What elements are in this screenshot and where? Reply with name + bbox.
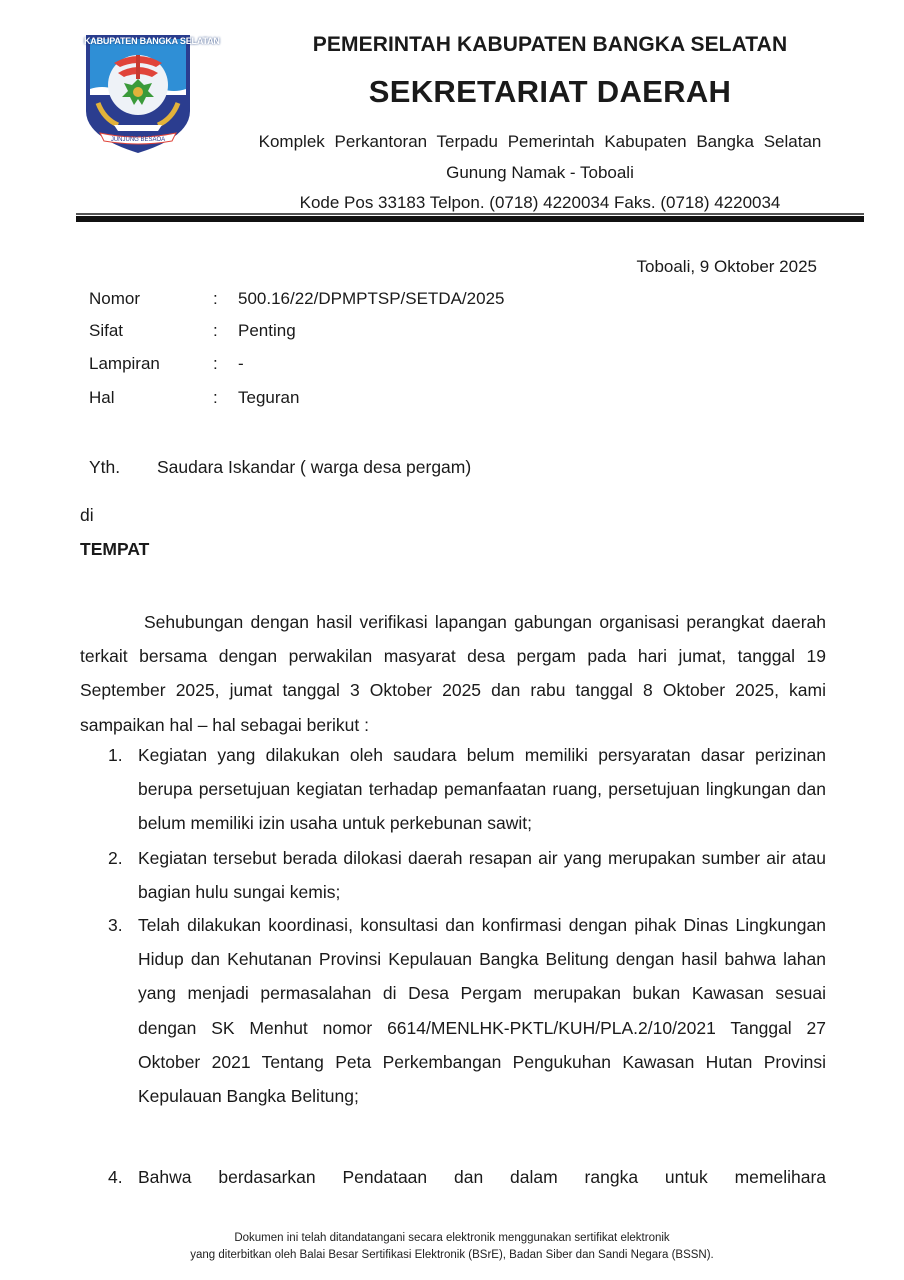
list-item-number: 2. [108,848,123,868]
place-date: Toboali, 9 Oktober 2025 [636,257,817,276]
meta-label: Sifat [89,321,124,340]
address-line-2: Gunung Namak - Toboali [446,163,634,182]
emblem-motto-text: JUNJUNG BESAOA [110,137,166,143]
list-item-3 [108,908,826,1113]
list-item-1 [108,738,826,841]
list-item-2 [108,841,826,909]
recipient-di: di [80,505,94,525]
meta-colon: : [213,354,218,373]
meta-label: Hal [89,388,115,407]
letterhead-divider-thick [76,216,864,222]
list-item-text: Kegiatan yang dilakukan oleh saudara belum memiliki persyaratan dasar perizinan berupa persetujuan kegiatan terhadap pemanfaatan ruang, persetujuan lingkungan dan belum memiliki izin usaha untuk perkebunan sawit; [138,745,826,834]
footer-line-2: yang diterbitkan oleh Balai Besar Sertifikasi Elektronik (BSrE), Badan Siber dan Sandi Negara (BSSN). [190,1249,714,1261]
meta-colon: : [213,289,218,308]
meta-value: Teguran [238,388,300,407]
regency-emblem-logo [84,33,220,155]
list-item-4 [108,1160,826,1194]
list-item-number: 4. [108,1167,123,1187]
list-item-text: Bahwa berdasarkan Pendataan dan dalam rangka untuk memelihara [138,1167,826,1187]
electronic-signature-notice [100,1230,804,1264]
meta-value: Penting [238,321,296,340]
list-item-text: Kegiatan tersebut berada dilokasi daerah resapan air yang merupakan sumber air atau bagian hulu sungai kemis; [138,848,826,903]
meta-value: 500.16/22/DPMPTSP/SETDA/2025 [238,289,505,308]
kabupaten-bangka-selatan-emblem-icon [84,33,220,155]
meta-label: Lampiran [89,354,160,373]
footer-line-1: Dokumen ini telah ditandatangani secara elektronik menggunakan sertifikat elektronik [234,1232,670,1244]
address-line-3: Kode Pos 33183 Telpon. (0718) 4220034 Faks. (0718) 4220034 [299,193,781,212]
meta-colon: : [213,388,218,407]
letterhead-divider-thin [76,213,864,215]
meta-colon: : [213,321,218,340]
opening-paragraph: Sehubungan dengan hasil verifikasi lapangan gabungan organisasi perangkat daerah terkait bersama dengan perwakilan masyarat desa pergam pada hari jumat, tanggal 19 September 2025, jumat tanggal 3 Oktober 2025 dan rabu tanggal 8 Oktober 2025, kami sampaikan hal – hal sebagai berikut : [80,612,826,735]
office-name: SEKRETARIAT DAERAH [368,74,732,109]
meta-value: - [238,354,244,373]
recipient-salutation: Yth. [89,457,121,477]
list-item-text: Telah dilakukan koordinasi, konsultasi dan konfirmasi dengan pihak Dinas Lingkungan Hidup dan Kehutanan Provinsi Kepulauan Bangka Belitung dengan hasil bahwa lahan yang menjadi permasalahan di Desa Pergam merupakan bukan Kawasan sesuai dengan SK Menhut nomor 6614/MENLHK-PKTL/KUH/PLA.2/10/2021 Tanggal 27 Oktober 2021 Tentang Peta Perkembangan Pengukuhan Kawasan Hutan Provinsi Kepulauan Bangka Belitung; [138,915,826,1107]
government-name: PEMERINTAH KABUPATEN BANGKA SELATAN [312,33,788,56]
recipient-name: Saudara Iskandar ( warga desa pergam) [157,457,472,477]
address-line-1: Komplek Perkantoran Terpadu Pemerintah Kabupaten Bangka Selatan [258,132,822,151]
meta-label: Nomor [89,289,141,308]
recipient-place: TEMPAT [80,539,150,559]
emblem-banner-text: KABUPATEN BANGKA SELATAN [84,36,220,46]
list-item-number: 3. [108,915,123,935]
list-item-number: 1. [108,745,123,765]
